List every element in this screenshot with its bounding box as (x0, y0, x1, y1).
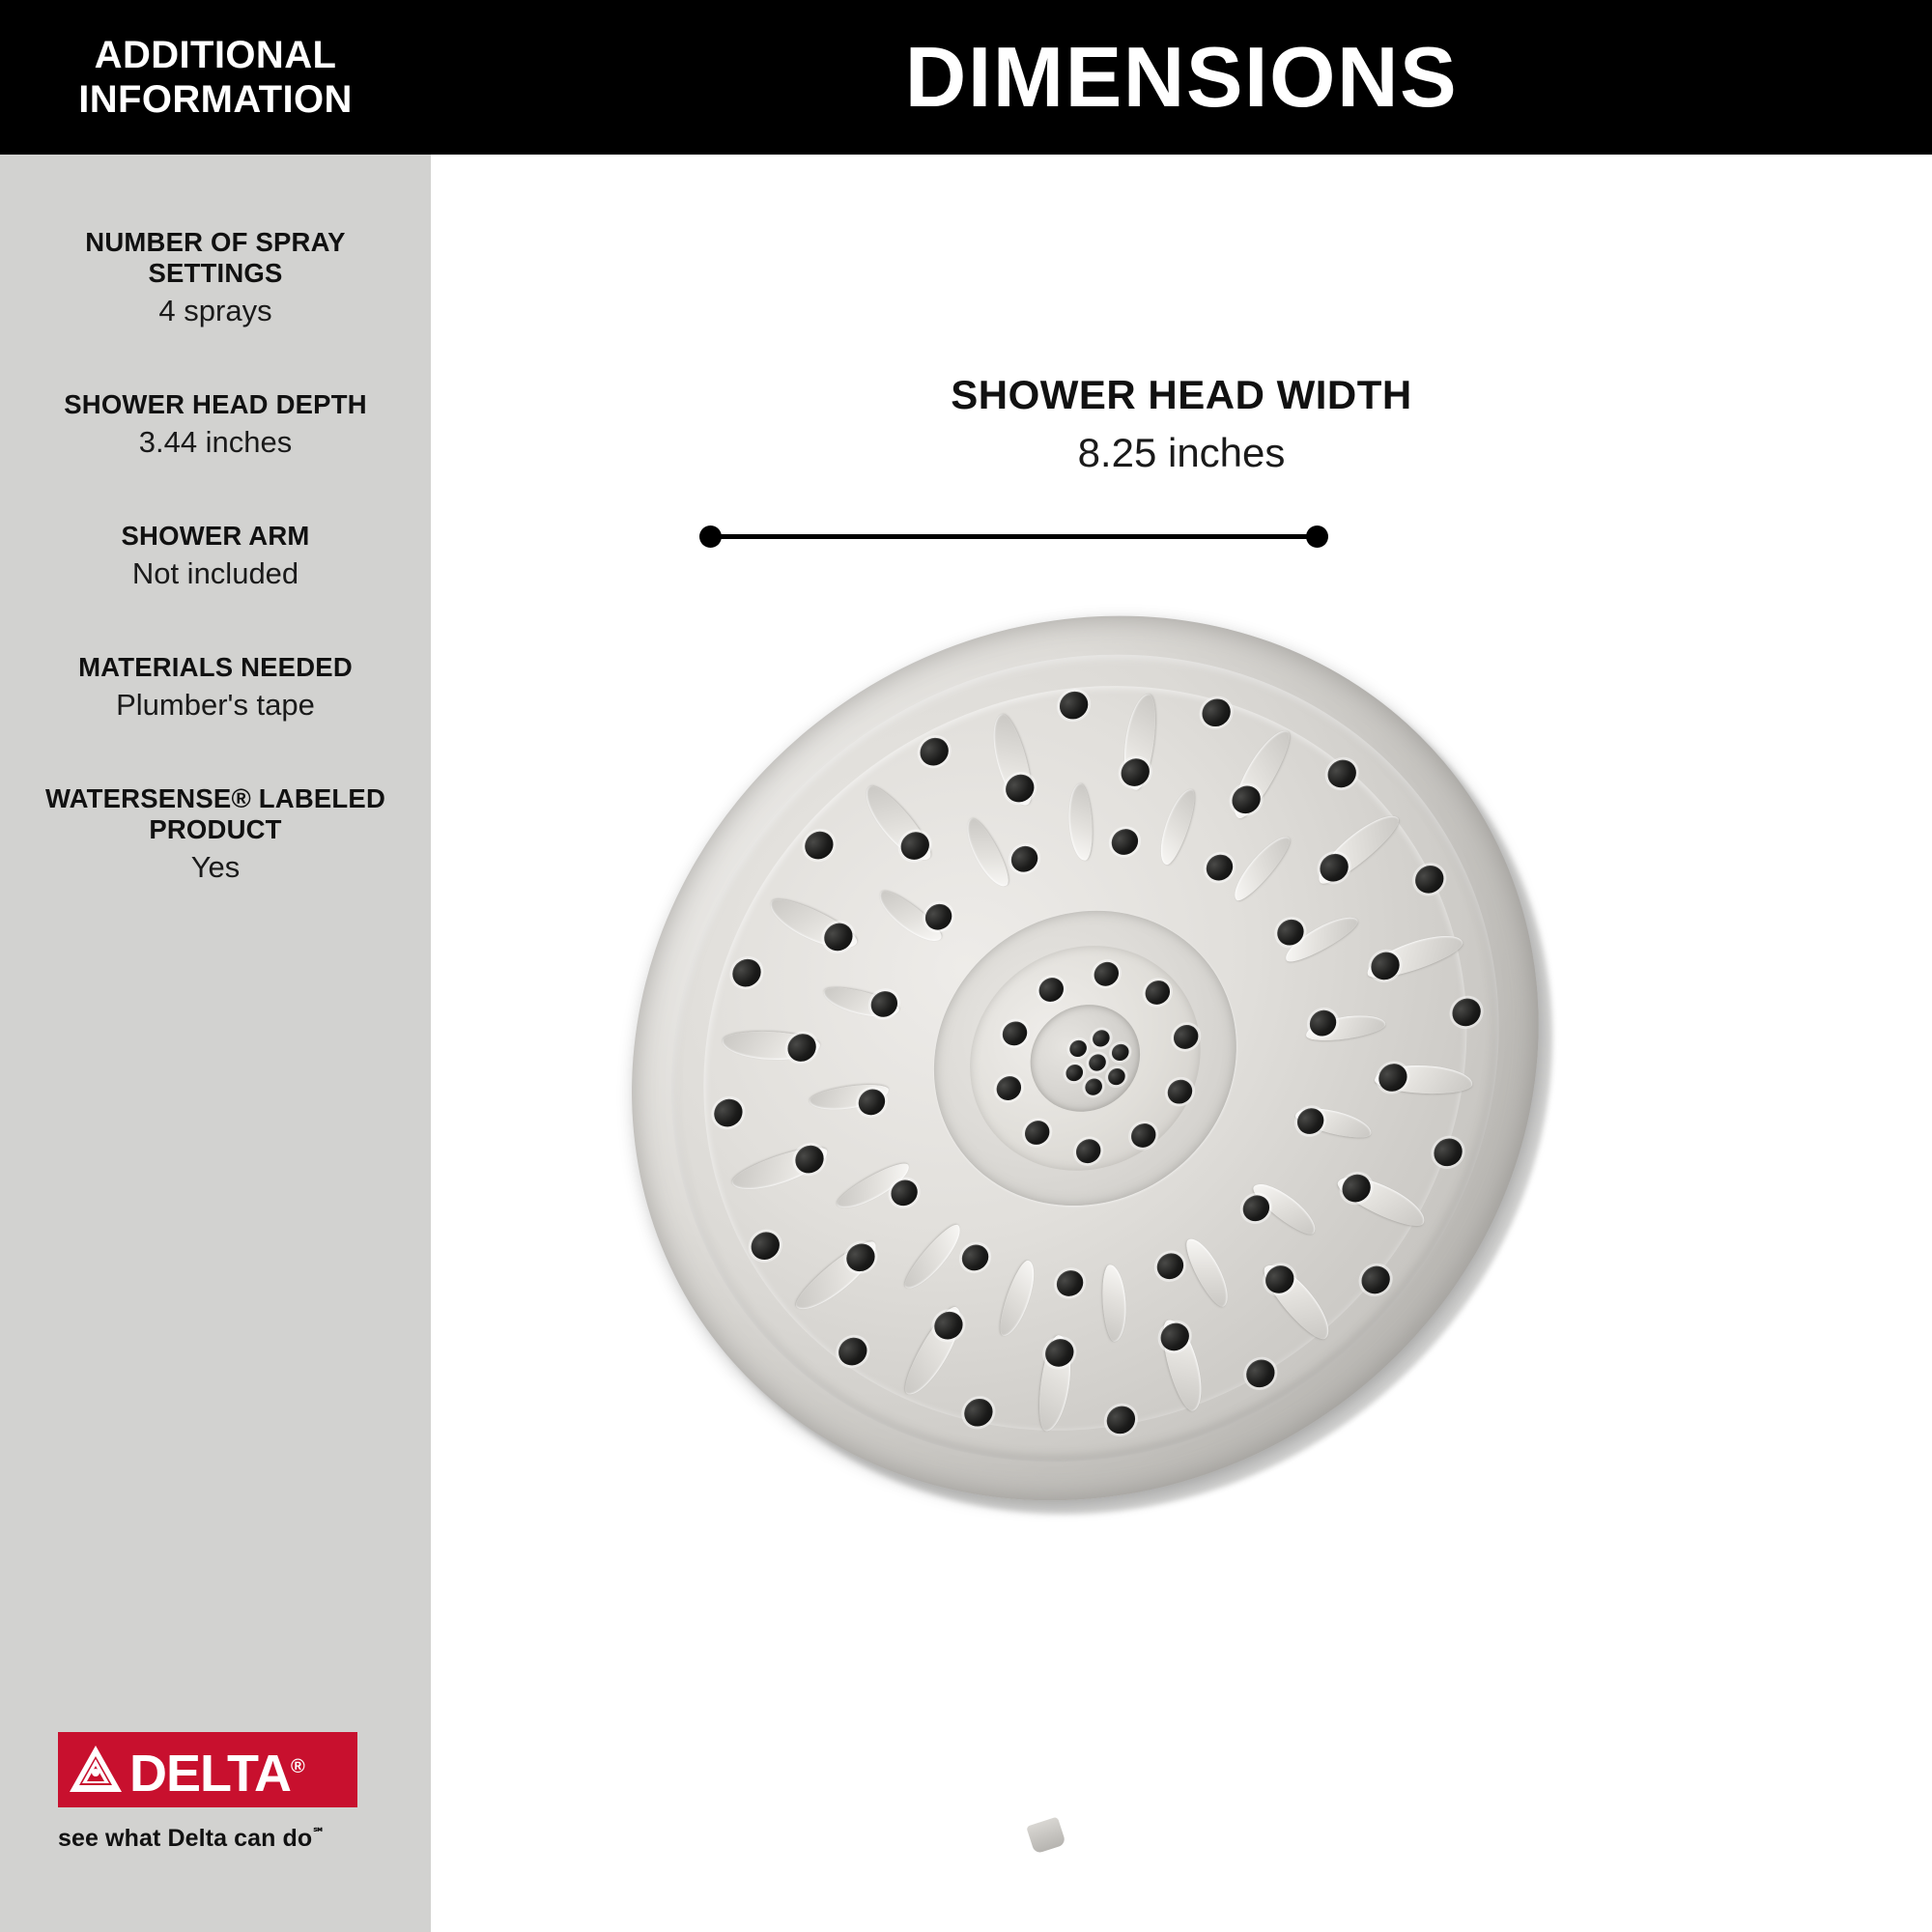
page-title: DIMENSIONS (904, 29, 1459, 125)
shower-head-width-caption (431, 372, 1932, 476)
delta-wordmark: DELTA® (129, 1744, 304, 1803)
spec-value: 4 sprays (158, 294, 272, 327)
spec-number-of-spray-settings (21, 227, 410, 329)
dimension-value: 8.25 inches (1077, 430, 1286, 475)
shower-head-illustration (614, 580, 1580, 1555)
spec-label (21, 783, 410, 845)
spec-label: SHOWER ARM (121, 521, 310, 551)
sidebar-header-line1: ADDITIONAL (94, 34, 337, 76)
spec-shower-head-depth (21, 389, 410, 461)
spec-label-line1: WATERSENSE® LABELED (44, 783, 386, 813)
spray-nozzle (1091, 1028, 1113, 1050)
delta-tagline: see what Delta can do℠ (58, 1825, 326, 1852)
spray-nozzle (1067, 1037, 1090, 1060)
spray-nozzle (1083, 1075, 1105, 1097)
core-nozzle-layer (488, 449, 1707, 1676)
dimensions-panel (431, 0, 1932, 1932)
spec-value: 3.44 inches (138, 425, 293, 459)
sidebar-header (0, 0, 431, 155)
spray-nozzle (1064, 1062, 1086, 1084)
spec-label-line2: SETTINGS (148, 258, 283, 288)
shower-head-body (488, 449, 1707, 1676)
spec-label: MATERIALS NEEDED (78, 652, 353, 682)
dimension-label: SHOWER HEAD WIDTH (951, 372, 1412, 417)
spec-shower-arm (21, 521, 410, 592)
additional-information-sidebar (0, 0, 431, 1932)
sidebar-header-line2: INFORMATION (78, 78, 353, 121)
spray-nozzle (1105, 1065, 1127, 1088)
shower-head-mount-tab (1026, 1816, 1066, 1854)
spec-value: Plumber's tape (116, 688, 315, 722)
delta-logo-badge (58, 1732, 357, 1807)
spec-materials-needed (21, 652, 410, 724)
delta-triangle-icon (66, 1740, 126, 1800)
spec-label (21, 227, 410, 289)
spec-value: Not included (131, 556, 299, 590)
measure-endpoint-left-icon (699, 526, 722, 548)
spec-list (0, 155, 431, 886)
spec-label: SHOWER HEAD DEPTH (64, 389, 367, 419)
dimensions-header (431, 0, 1932, 155)
spray-nozzle (1109, 1041, 1131, 1064)
spec-value: Yes (190, 850, 241, 884)
delta-logo (58, 1732, 377, 1853)
spec-label-line2: PRODUCT (149, 814, 282, 844)
spray-nozzle (1087, 1052, 1109, 1074)
spec-label-line1: NUMBER OF SPRAY (85, 227, 346, 257)
spec-watersense-labeled-product (21, 783, 410, 886)
